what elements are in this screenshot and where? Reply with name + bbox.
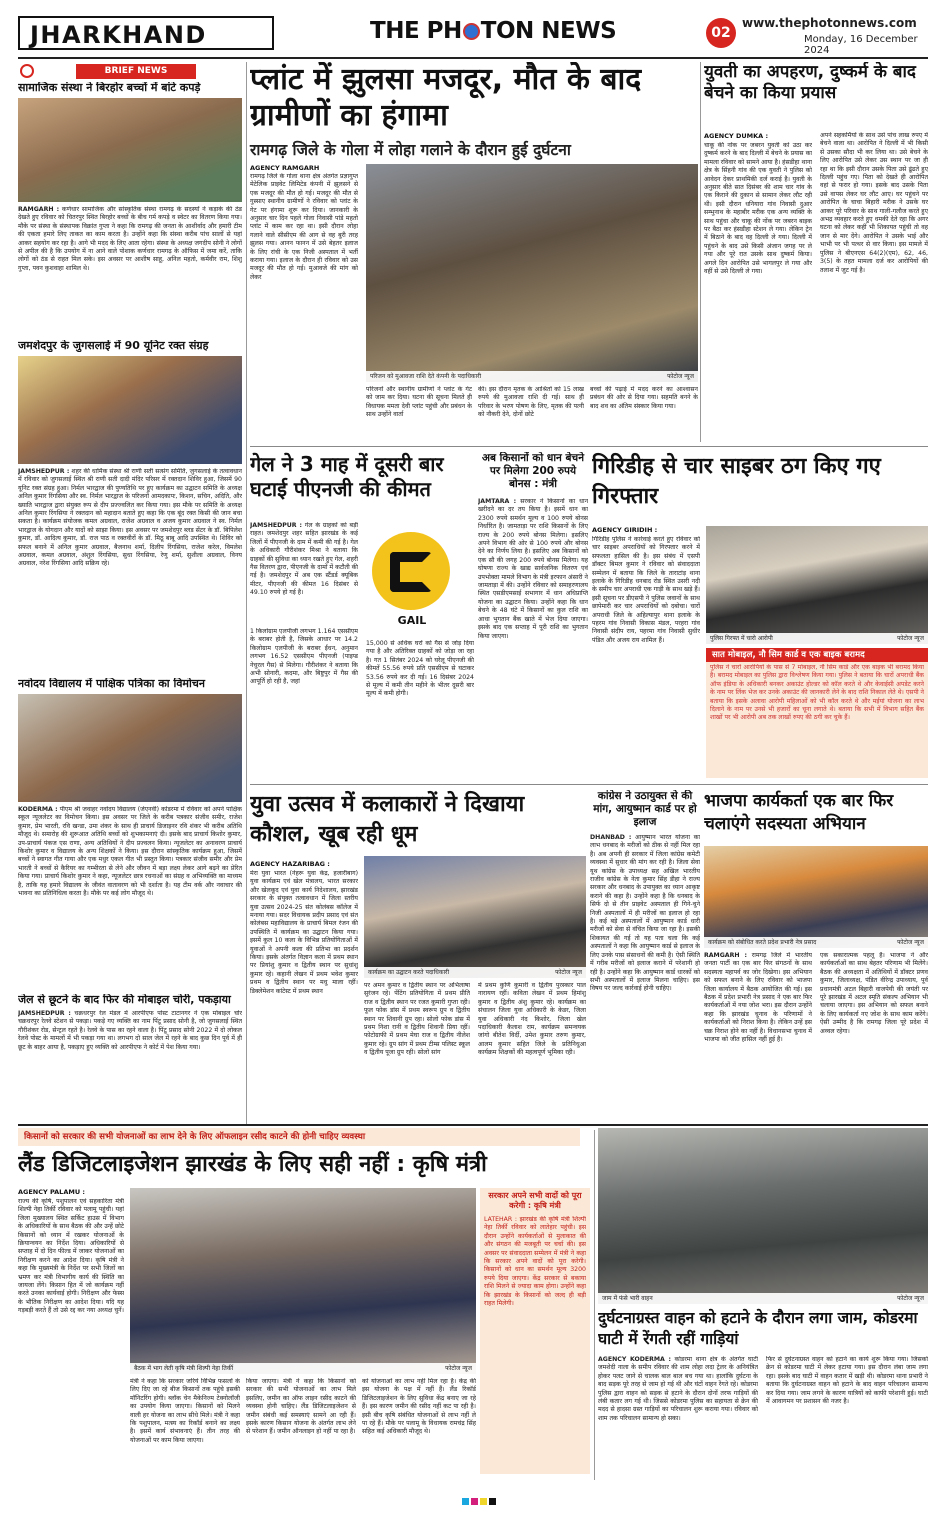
brief-news-icon [20, 64, 34, 78]
land-col3: किया जाएगा। मंत्री ने कहा कि किसानों को सरकार की सभी योजनाओं का लाभ मिले इसलिए, जमीन का ऑफ लाइन रसीद काटने की व्यवस्था होनी चाहिए। लैंड डिजिटलाइजेशन से जमीन संबंधी कई समस्याएं सामने आ रही हैं। इसके कारण किसान योजना के अंतर्गत लाभ लेने से परेशान हैं। जमीन ऑनलाइन हो नहीं पा रहा है। [246, 1378, 356, 1436]
giridih-box-head: सात मोबाइल, नौ सिम कार्ड व एक बाइक बरामद [706, 648, 928, 662]
congress-story [590, 790, 700, 1120]
bjp-col2: एक सकारात्मक पहलू है। भाजपा ने और कार्यकर्ताओं का साथ बेहतर परिणाम भी मिलेंगे। बैठक की अध्यक्षता में अतिथियों में डॉक्टर प्रणव कुमार, जिलाध्यक्ष, पंडित वीरेन्द्र उपाध्याय, पूर्व प्रधानमंत्री अटल बिहारी वाजपेयी की जयंती पर पूरे झारखंड में अटल स्मृति संकल्प अभियान भी चलाया जाएगा। इस अभियान को सफल बनाने के लिए कार्यकर्ता नए जोश के साथ काम करेंगे। ऐसी उम्मीद है कि रामगढ़ जिला पूरे प्रदेश में अव्वल रहेगा। [820, 952, 928, 1035]
land-photo: बैठक में भाग लेती कृषि मंत्री शिल्पी नेहा तिर्की फोटोज न्यूज [130, 1188, 476, 1374]
lead-headline: प्लांट में झुलसा मजदूर, मौत के बाद ग्रामीणों का हंगामा [250, 62, 642, 133]
land-agency: AGENCY PALAMU : [18, 1188, 85, 1196]
koderma-headline: दुर्घटनाग्रस्त वाहन को हटाने के दौरान लगा जाम, कोडरमा घाटी में रेंगती रहीं गाड़ियां [598, 1309, 918, 1348]
horizontal-rule-3 [18, 1124, 928, 1126]
giridih-agency: AGENCY GIRIDIH : [592, 526, 658, 534]
youth-col3: में प्रथम कुणि कुमारी व द्वितीय पुरस्कार पाल नारायण रहीं। कविता लेखन में प्रथम हिमांशु कुमार व द्वितीय अंशु कुमार रहे। कार्यक्रम का संचालन जिला युवा अधिकारी के केडर, जिला युवा अधिकारी नंद किशोर, जिला खेल पदाधिकारी कैलाश राम, कार्यक्रम समन्वयक जांगो बीतेश विर्दी, उमेश कुमार तरुण कुमार, आलम कुमार सहित जिले के प्रतिनिधुआ कार्यक्रम शिक्षकों की महत्वपूर्ण भूमिका रही। [478, 982, 586, 1057]
brief3-body: KODERMA : पीएम श्री जवाहर नवोदय विद्यालय (जेएनवी) कोडरमा में रविवार को अपने पाक्षिक स्कूल न्यूजलेटर का विमोचन किया। इस अवसर पर जिले के करीब पत्रकार संजीव समीर, राजेश कुमार, प्रेम भारती, रवि खन्डा, उमा शंकर के साथ ही प्राचार्य डिजाइनर रवि शंकर भी करीब अतिथि मौजूद थे। समारोह की शुरूआत अतिथि बच्चों को शुभकामनाएं दी। इसके बाद प्राचार्य किशोर कुमार, उप-प्राचार्य पंकज एस राणा, अन्य अतिथियों ने दीप प्रज्वलन किया। न्यूजलेटर का अनावरण प्राचार्य किशोर कुमार व विद्यालय के अन्य शिक्षकों ने किया। इस दौरान सांस्कृतिक कार्यक्रम हुआ, जिसमें बच्चों ने स्वागत गीत गाया और एक मधुर एकल गीत भी प्रस्तुत किया। पत्रकार संजीव समीर और प्रेम भारती ने बच्चों से कैरियर का गम्भीरता से लेने और जीवन में बड़ा लक्ष्य लेकर आगे बढ़ने का प्रेरित किया गया। प्राचार्य किशोर कुमार ने कहा, न्यूजलेटर छात्र रचनाओं का संग्रह व अभिव्यक्ति का माध्यम है, ताकि यह हमारे विद्यालय के जीवंत वातावरण को भी दर्शाता है। यह टीम वर्क और नवाचार की भावना का प्रतिनिधित्व करता है। मौके पर कई लोग मौजूद थे। [18, 806, 242, 898]
lead-photo: परिजन को मुआवजा राशि देते कंपनी के पदाधिकारी फोटोज न्यूज [366, 164, 698, 382]
gail-col3: 15,000 से अधिक घरों को गैस से जोड़ दिया गया है और अतिरिक्त ग्राहकों को जोड़ा जा रहा है। गत 1 सितंबर 2024 को घरेलू पीएनजी की कीमतें 55.56 रुपये प्रति एससीएम से घटाकर 53.56 रुपये कर दी गई। 16 दिसंबर 2024 से मूल्य में कमी तीन महीने के भीतर दूसरी बार मूल्य में कमी होगी। [366, 640, 474, 698]
youth-story [250, 790, 586, 1120]
brief1-body: RAMGARH : कर्णधार सामाजिक और सांस्कृतिक संस्था रामगढ़ के सदस्यों ने कड़ाके की ठंड देखते हुए रविवार को चितरपुर स्थित बिरहोर बच्चों के बीच गर्म कपड़े व स्वेटर का वितरण किया गया। मौके पर संस्था के संस्थापक विक्रांत गुप्ता ने कहा कि रामगढ़ की जनता के आशीर्वाद और हमारी टीम की एकता हमारे लिए ताकत का काम करता है। उन्होंने कहा कि संस्था करीब पांच सालों से यहां आकर सहयोग कर रहा है। आगे भी मदद के लिए आता रहेगा। संस्था के अध्यक्ष जगदीप सोनी ने लोगों से अपील की है कि उपयोग में ना आने वाले पोशाक कर्णधार रामगढ़ के ऑफिस में जमा करें, ताकि लोगों को ठंड से राहत मिल सके। इस अवसर पर आशीष साहू, अनिल महतो, कर्मवीर राम, शिशु गुप्ता, पवन कुशवाहा शामिल थे। [18, 206, 242, 272]
koderma-col1: AGENCY KODERMA : कोडरमा थाना क्षेत्र के अंतर्गत घाटी जमशेदी नाला के समीप रविवार की शाम लोहा लदा ट्रेलर के अनियंत्रित होकर पलट जाने से चालक बाल बाल बच गया था। हालांकि दुर्घटना के बाद सड़क पूरे तरह से जाम हो गई थी और घंटों वाहन रेंगते रहे। कोडरमा पुलिस द्वारा वाहन को सड़क से हटाने के दौरान दोनों तरफ गाड़ियों की लंबी कतार लग गई थी। जिससे कोडरमा पुलिस का सहायता से क्रेन की मदद से हादसा ग्रस्त गाड़ियों का परिचालन शुरू कराया गया। रविवार को शाम तक परिचालन सामान्य हो सका। [598, 1356, 758, 1422]
page-number: 02 [706, 18, 736, 48]
yellow-mark [480, 1498, 487, 1505]
gail-story [250, 452, 474, 782]
kidnap-headline: युवती का अपहरण, दुष्कर्म के बाद बेचने का किया प्रयास [704, 62, 916, 103]
cyan-mark [462, 1498, 469, 1505]
masthead [18, 14, 928, 58]
youth-photo: कार्यक्रम का उद्घाटन करते पदाधिकारी फोटोज न्यूज [364, 856, 586, 978]
masthead-rule [18, 57, 928, 59]
brief4-headline: जेल से छूटने के बाद फिर की मोबाइल चोरी, पकड़ाया [18, 994, 231, 1006]
horizontal-rule-1 [250, 446, 928, 447]
section-label: JHARKHAND [18, 16, 274, 50]
gail-logo: GAIL [364, 528, 462, 636]
giridih-story [592, 452, 928, 782]
black-mark [489, 1498, 496, 1505]
lead-col4: बच्चों की पढ़ाई में मदद करने का आश्वासन प्रबंधन की ओर से दिया गया। सहमति बनने के बाद शव का अंतिम संस्कार किया गया। [590, 386, 698, 410]
land-col4: को योजनाओं का लाभ नहीं मिल रहा है। केंद्र की इस योजना के पक्ष में नहीं हैं। लैंड रिकॉर्ड डिजिटलाइजेशन के लिए सुविधा केंद्र बनाए जा रहे हैं। इस कारण जमीन की रसीद नहीं कट पा रही है। इसी बीच कृषि संबंधित योजनाओं से लाभ नहीं ले पा रहे हैं। मौके पर पलामू के विधायक रामचंद्र सिंह सहित कई अधिकारी मौजूद थे। [362, 1378, 476, 1436]
paddy-body: JAMTARA : सरकार ने किसानों का धान खरीदने का दर तय किया है। इसमें धान का 2300 रुपये समर्थन मूल्य व 100 रुपये बोनस निर्धारित है। जामताड़ा पर राशि किसानों के लिए राज्य के 200 रुपये बोनस मिलेगा। इसलिए अपने विभाग की ओर से 100 रुपये और बोनस देने का निर्णय लिया है। इसलिए अब किसानों को एक सौ की जगह 200 रुपये बोनस मिलेगा। यह घोषणा राज्य के खाद्य सार्वजनिक वितरण एवं उपभोक्ता मामले विभाग के मंत्री इरफान अंसारी ने जामताड़ा में की। उन्होंने रविवार को समाहरणालय स्थित एसडीएमसाई सभागार में धान अधिप्राप्ति योजना का उद्घाटन किया। उन्होंने कहा कि धान बेचने के 48 घंटे में किसानों का कुल राशि का आधा भुगतान बैंक खाते में भेज दिया जाएगा। इसके बाद एक सप्ताह में पूरी राशि का भुगतान किया जाएगा। [478, 498, 588, 640]
brief2-body: JAMSHEDPUR : शहर की धार्मिक संस्था श्री राणी सती सत्संग समिति, जुगसलाई के तत्वावधान में रविवार को जुगसलाई स्थित श्री राणी सती दादी मंदिर परिसर में रक्तदान शिविर हुआ, जिसमें 90 यूनिट रक्त संग्रह हुआ। निर्मल भारद्वाज की पुण्यतिथि पर हुए कार्यक्रम का उद्घाटन समिति के अध्यक्ष अनिल कुमार रिंगसिया और स्व. निर्मल भारद्वाज के परिजनों आमदकापः, किशन, सचिन, अदिति, और ख्याति भारद्वाज द्वारा संयुक्त रूप से दीप प्रज्ज्वलित कर किया गया। इस मौके पर समिति के अध्यक्ष अनिल कुमार रिंगसिया ने रक्तदान को महादान बताते हुए कहा कि एक बूंद रक्त किसी की जान बचा सकता है। कार्यक्रम संयोजक कमल अग्रवाल, राजेश अग्रवाल व अजय कुमार अग्रवाल ने स्व. निर्मल भारद्वाज के योगदान और यादों को साझा किया। इस अवसर पर जमशेदपुर ब्लड सेंटर के डॉ. बिपिलेश कुमार, डॉ. आदित्य कुमार, डॉ. राज पाठ व रक्तवीरों के डॉ. मिठू बाबू आदि उपस्थित थे। शिविर को सफल बनाने में अनिल कुमार अग्रवाल, बैजनाथ शर्मा, दिलीप रिंगसिया, राजेश करेल, विमलेश अग्रवाल, कमल अग्रवाल, अंशुल रिंगसिया, सुधा रिंगसिया, रेणु शर्मा, सुशीला अग्रवाल, विनय अग्रवाल, नरेश रिंगसिया आदि सक्रिय रहे। [18, 468, 242, 568]
giridih-photo: पुलिस गिरफ्त में चारो आरोपी फोटोज न्यूज [706, 526, 928, 644]
website[interactable]: www.thephotonnews.com [742, 16, 917, 30]
land-kicker: किसानों को सरकार की सभी योजनाओं का लाभ देने के लिए ऑफलाइन रसीद काटने की होनी चाहिए व्यवस्था [18, 1128, 580, 1146]
land-col2: मंत्री ने कहा कि सरकार जरिये विभिन्न फसलों के लिए दिए जा रहे बीज किसानों तक पहुंचे इसकी मॉनिटरिंग होगी। ब्लॉक चेन मैकेनिज्म टेक्नोलॉजी का उपयोग किया जाएगा। किसानों को मिलने वाली हर योजना का लाभ सीधे मिले। मंत्री ने कहा कि पशुपालन, मत्स्य का रिकॉर्ड बनाने का लक्ष्य है। इसमें कार्य संभावनाएं हैं। तीन तरह की योजनाओं पर काम किया जाएगा। [130, 1378, 240, 1444]
land-box-body: LATEHAR : झारखंड की कृषि मंत्री शिल्पी नेहा तिर्की रविवार को लातेहार पहुंची। इस दौरान उन्होंने कार्यकर्ताओं से मुलाकात की और संगठन की मजबूती पर चर्चा की। इस अवसर पर संवाददाता सम्मेलन में मंत्री ने कहा कि सरकार अपने वादों को पूरा करेगी। किसानों को धान का समर्थन मूल्य 3200 रुपये दिया जाएगा। केंद्र सरकार से बकाया राशि मिलने से ज्यादा काम होगा। उन्होंने कहा कि झारखंड के किसानों को जल्द ही बड़ी राहत मिलेगी। [484, 1216, 586, 1308]
bjp-photo: कार्यक्रम को संबोधित करते प्रदेश प्रभारी नेत्र प्रसाद फोटोज न्यूज [704, 846, 928, 948]
giridih-headline: गिरिडीह से चार साइबर ठग किए गए गिरफ्तार [592, 454, 881, 509]
lead-subhead: रामगढ़ जिले के गोला में लोहा गलाने के दौरान हुई दुर्घटना [250, 141, 571, 159]
issue-date: Monday, 16 December 2024 [804, 34, 918, 56]
kidnap-col1: चाकू की नोंक पर जबरन युवती को उठा कर दुष्कर्म करने के बाद दिल्ली में बेचने के प्रयास का मामला रविवार को सामने आया है। हंसडीहा थाना क्षेत्र के सिंहनी गांव की एक युवती ने पुलिस को आवेदन देकर प्राथमिकी दर्ज कराई है। युवती के अनुसार बीते सात दिसंबर की शाम चार गांव के एक किराने की दुकान से सामान लेकर लौट रही थी। इसी दौरान धनियारा गांव निवासी दुआर सम्भुनाथ के महाबीर मरीक एक अन्य व्यक्ति के साथ पहुंचा और चाकू की नोंक पर जबरन बाइक पर बैठा कर हंसडीहा स्टेशन ले गया। लेकिन ट्रेन में बिठाने के बाद वह दिल्ली ले गया। दिल्ली में पहुंचने के बाद उसे किसी अंजान जगह पर ले गया और पूरे रात उसके साथ दुष्कर्म किया। अगले दिन आरोपित उसे भागलपुर ले गया और वहीं से उसे दिल्ली ले गया। [704, 142, 812, 276]
koderma-story [598, 1128, 928, 1478]
land-col1: राज्य की कृषि, पशुपालन एवं सहकारिता मंत्री शिल्पी नेहा तिर्की रविवार को पलामू पहुंची। यहां जिला मुख्यालय स्थित सर्किट हाउस में विभाग के अधिकारियों के साथ बैठक की और उन्हें छोटे किसानों को ध्यान में रखकर योजनाओं के क्रियान्वयन का निर्देश दिया। अधिकारियों से सप्ताह में दो दिन फील्ड में जाकर योजनाओं का निरीक्षण करने का आदेश दिया। कृषि मंत्री ने कहा कि मुख्यमंत्री के निर्देश पर सभी जिलों का भ्रमण कर मंत्री विभागीय कार्य की स्थिति का जायजा लेंगे। किसान हित में जो कार्यक्रम नहीं करते उनका कार्यवाई होगी। निरीक्षण और फेस्स के भौतिक निरीक्षण का आदेश दिया। यदि यह गड़बड़ी करते हैं तो उसे रद्द कर नया अध्यक्ष चुनें। [18, 1198, 124, 1315]
brief2-photo [18, 356, 242, 464]
column-divider-lead [700, 62, 701, 442]
column-divider-left [246, 62, 247, 1124]
brief2-headline: जमशेदपुर के जुगसलाई में 90 यूनिट रक्त संग्रह [18, 340, 209, 352]
brief4-body: JAMSHEDPUR : चक्रधरपुर रेल मंडल में आरपीएफ पोस्ट टाटानगर ने एक मोबाइल चोर चक्रधरपुर रेलवे स्टेशन से पकड़ा। पकड़े गए व्यक्ति का नाम पिंटू प्रसाद सोनी है, जो जुगसलाई स्थित गौरीशंकर रोड, सेन्ट्रल रहते है। रेलवे के पास का रहने वाला है। पिंटू प्रसाद सोनी 2022 में दो लोकल रेलवे पोस्ट के मामलों में भी पकड़ा गया था। लगभग दो साल जेल में रहने के बाद कुछ दिन पूर्व में ही छूट के बाहर आया है, पकड़ाए हुए व्यक्ति को आरपीएफ ने कोर्ट में पेश किया गया। [18, 1010, 242, 1051]
congress-headline: कांग्रेस ने उठायुक्त से की मांग, आयुष्मान कार्ड पर हो इलाज [593, 790, 697, 828]
koderma-col2: फिर से दुर्घटनाग्रस्त वाहन को हटाने का कार्य शुरू किया गया। जिसको क्रेन से कोडरमा घाटी में लेकर हटाया गया। इस दौरान लंबा जाम लगा रहा। इसके बाद घाटी में वाहन कतार में खड़ी थी। कोडरमा थाना प्रभारी ने बताया कि दुर्घटनाग्रस्त वाहन को हटाने के बाद वाहन परिचालन सामान्य कर दिया गया। जाम लगने के कारण यात्रियों को काफी परेशानी हुई। घाटी में आवागमन पर प्रशासन की नजर है। [766, 1356, 928, 1406]
paddy-headline: अब किसानों को धान बेचने पर मिलेगा 200 रुपये बोनस : मंत्री [481, 452, 585, 490]
land-headline: लैंड डिजिटलाइजेशन झारखंड के लिए सही नहीं : कृषि मंत्री [18, 1152, 487, 1177]
kidnap-agency: AGENCY DUMKA : [704, 132, 769, 140]
youth-headline: युवा उत्सव में कलाकारों ने दिखाया कौशल, खूब रही धूम [250, 792, 525, 847]
koderma-photo: जाम में फंसे भारी वाहन फोटोज न्यूज [598, 1128, 928, 1304]
gail-logo-g [390, 552, 432, 592]
bjp-col1: RAMGARH : रामगढ़ जिले में भारतीय जनता पार्टी का एक बार फिर संगठनों के साथ सदस्यता महापर्व का जोर दिखेगा। इस अभियान को सफल बनाने के लिए रविवार को भाजपा जिला कार्यालय में बैठक आयोजित की गई। इस बैठक में प्रदेश प्रभारी नेत्र प्रसाद ने एक बार फिर कार्यकर्ताओं में नया जोश भरा। इस दौरान उन्होंने कहा कि झारखंड चुनाव के परिणामों ने कार्यकर्ताओं को निराश किया है। लेकिन उन्हें इस चक्र निराश होने का नहीं है। विधानसभा चुनाव में भाजपा को जीत हासिल नहीं हुई है। [704, 952, 812, 1044]
brief3-headline: नवोदय विद्यालय में पाक्षिक पत्रिका का विमोचन [18, 678, 205, 690]
gail-col2: 1 किलोग्राम एलपीजी लगभग 1.164 एससीएम के बराबर होती है, जिसके आधार पर 14.2 किलोग्राम एलपीजी के बराबर ईंधन, अनुमान लगभग 16.52 एससीएम पीएनजी (पाइप्ड नेचुरल गैस) से मिलेगा। गौरीशंकर ने बताया कि अभी सोनारी, कदमा, और बिष्टुपुर में गैस की आपूर्ति हो रही है, जहां [250, 628, 358, 686]
column-divider-bottom [594, 1130, 595, 1480]
lead-col3: की। इस दौरान मृतक के आश्रितों को 15 लाख रुपये की मुआवजा राशि दी गई। साथ ही परिवार के भरण पोषण के लिए, मृतक की पत्नी को नौकरी देने, दोनों छोटे [478, 386, 584, 419]
giridih-box-body: पुलिस ने चारों आरोपियों के पास से 7 मोबाइल, नौ सिम कार्ड और एक बाइक भी बरामद किया है। बरामद मोबाइल का पुलिस द्वारा विश्लेषण किया गया। पुलिस ने बताया कि चारों अपराधी बैंक ऑफ इंडिया के अधिकारी बनकर अकाउंट होल्डर को कॉल करते थे और केवाईसी अपडेट करने के नाम पर लिंक भेज कर उनके अकाउंट की जानकारी लेने के बाद राशि निकाल लेते थे। एसपी ने बताया कि इसके अलावा आरोपी महिलाओं को भी कॉल करते थे और मईयां योजना का लाभ दिलाने के नाम पर उनसे भी हजारों का चूना लगाते थे। बताया कि सभी में विभाग सहित बैंक शाखों पर भी आरोपी अब तक लाखों रुपए की ठगी कर चुके हैं। [710, 664, 924, 722]
congress-body: DHANBAD : आयुष्मान भारत योजना का लाभ धनबाद के मरीजों को ठीक से नहीं मिल रहा है। अब अपनी ही सरकार में जिला कांग्रेस कमेटी व्यवस्था में सुधार की मांग कर रही है। जिला सेवा यूथ कांग्रेस के उपाध्यक्ष सह अखिल भारतीय राजीव कांग्रेस के नेता कुमार सिंह डीहा ने राज्य सरकार और धनबाद के उपायुक्त का ध्यान आकृष्ट कराने की कहा है। उन्होंने कहा है कि धनबाद के सिर्फ दो से तीन प्राइवेट अस्पताल ही गिने-चुने निजी अस्पतालों में ही मरीजों का इलाज हो रहा है। कई बड़े अस्पतालों में आयुष्मान कार्ड धारी मरीजों को सेवा से वंचित किया जा रहा है। इसकी शिकायत की गई तो यह पता चला कि कई अस्पतालों ने कहा कि आयुष्मान कार्ड से इलाज के लिए उनके पास संसाधनों की कमी है। ऐसी स्थिति में गरीब मरीजों को इलाज कराने में परेशानी हो रही है। उन्होंने कहा कि आयुष्मान कार्ड धारकों को सभी अस्पतालों में इलाज मिलना चाहिए। इस विषय पर जल्द कार्रवाई होनी चाहिए। [590, 834, 700, 993]
lead-col2: परिजनों और स्थानीय ग्रामीणों ने प्लांट के गेट को जाम कर दिया। घटना की सूचना मिलते ही विधायक ममता देवी प्लांट पहुंची और प्रबंधन के साथ उन्होंने वार्ता [366, 386, 472, 419]
bjp-story [704, 790, 928, 1120]
magenta-mark [471, 1498, 478, 1505]
print-color-marks [100, 1498, 860, 1508]
land-story [18, 1128, 590, 1478]
kidnap-col2: अपने सहकर्मियों के साथ उसे पांच लाख रुपए में बेचने वाला था। आरोपित ने दिल्ली में भी किसी से उसका सौदा भी कर लिया था। उसे बेचने के लिए आरोपित उसे लेकर उस स्थान पर जा ही रहा था कि इसी दौरान उसके पिता उसे ढूंढते हुए दिल्ली पहुंच गए। पिता को देखते ही आरोपित वहां से फरार हो गया। इसके बाद उसके पिता उसे वापस लेकर घर लौट आए। घर पहुंचने पर आरोपित के चाचा बिहारी मरीक ने उसके घर आकर पूरे परिवार के साथ गाली-गलौज करते हुए अभद्र व्यवहार करते हुए धमकी देते रहा कि अगर घटना को लेकर कहीं भी शिकायत पहुंची तो वह जान से मार देंगे। आरोपित ने उसके भाई और भाभी पर भी पत्थर से वार किया। इस मामले में पुलिस ने बीएनएस 64(2)(एम), 62, 46, 3(5) के तहत मामला दर्ज कर आरोपियों की तलाश में जुट गई है। [820, 132, 928, 274]
paddy-story [478, 452, 588, 782]
land-box-head: सरकार अपने सभी वादों को पूरा करेगी : कृषि मंत्री [488, 1191, 582, 1210]
youth-agency: AGENCY HAZARIBAG : [250, 860, 330, 868]
gail-headline: गेल ने 3 माह में दूसरी बार घटाई पीएनजी की कीमत [250, 452, 444, 501]
logo-globe-icon [463, 23, 480, 40]
youth-col2: पर अमन कुमार व द्वितीय स्थान पर अभिलाषा सुरंजन रहे। पेंटिंग प्रतियोगिता में प्रथम प्रीति राज व द्वितीय स्थान पर रजत कुमारी गुप्ता रही। फूल फोक डांस में प्रथम स्वरूप ग्रुप व द्वितीय स्थान पर शिवानी ग्रुप रहा। सोलो फोक डांस में प्रथम निशा रानी व द्वितीय शिवानी प्रिया रहीं। फोटोग्राफी में प्रथम मेघा राज व द्वितीय नीलेश कुमार रहे। ग्रुप सांग में प्रथम टीम्स पलिस्ट स्कूल व द्वितीय पूजा ग्रुप रही। सोलो सांग [364, 982, 470, 1057]
brief1-headline: सामाजिक संस्था ने बिरहोर बच्चों में बांटे कपड़े [18, 82, 201, 94]
brief-news-label: BRIEF NEWS [18, 64, 242, 79]
brief3-photo [18, 694, 242, 802]
brief-news-column [18, 60, 242, 1220]
giridih-body: गिरिडीह पुलिस ने कार्रवाई करते हुए रविवार को चार साइबर अपराधियों को गिरफ्तार करने में सफलता हासिल की है। इस संबंध में एसपी डॉक्टर बिमल कुमार ने रविवार को संवाददाता सम्मेलन में बताया कि जिले के ताराटांड़ थाना इलाके के गिरिडीह धनबाद रोड स्थित उसरी नदी के समीप चार अपराधी एक गाड़ी के साथ खड़े हैं। इसी सूचना पर डीएसपी ने पुलिस जवानों के साथ छापेमारी कर चार अपराधियों को दबोचा। चारों अपराधी जिले के अहिल्यापुर थाना इलाके के पहरम गांव निवासी विकास मंडल, परहरा गांव निवासी संदीप राय, पहरमा गांव निवासी सुधीर पंडित और अजय राय शामिल हैं। [592, 536, 700, 644]
bjp-headline: भाजपा कार्यकर्ता एक बार फिर चलाएंगे सदस्यता अभियान [704, 791, 894, 834]
kidnap-story [704, 62, 928, 452]
gail-col1: JAMSHEDPUR : गेल के ग्राहकों को बड़ी राहत। जमशेदपुर शहर सहित झारखंड के कई जिलों में पीएनजी के दाम में कमी की गई है। गेल के अधिकारी गौरीशंकर मिश्रा ने बताया कि ग्राहकों की सुविधा का ध्यान रखते हुए गेल, शहरी गैस वितरण द्वारा, पीएनजी के दामों में कटौती की गई है। जमशेदपुर में अब एक स्टैंडर्ड क्यूबिक मीटर, पीएनजी की कीमत 16 दिसंबर से 49.10 रुपये हो गई है। [250, 522, 358, 597]
lead-col1: रामगढ़ जिले के गोला थाना क्षेत्र अंतर्गत प्रज्ञागुप्त मेटेलिक प्राइवेट लिमिटेड कंपनी में झुलसने से एक मजदूर की मौत हो गई। मजदूर की मौत से गुस्साए स्थानीय ग्रामीणों ने रविवार को प्लांट के गेट पर हंगामा शुरू कर दिया। जानकारी के अनुसार चार दिन पहले गोला निवासी पांडे महतो प्लांट में काम कर रहा था। इसी दौरान लोहा गलाने वाले सीसीएम की आग से वह बुरी तरह झुलस गया। आनन फानन में उसे बेहतर इलाज के लिए रांची के एक निजी अस्पताल में भर्ती कराया गया। इलाज के दौरान ही रविवार को उस मजदूर की मौत हो गई। मुआवजे की मांग को लेकर [250, 173, 358, 281]
land-box [480, 1188, 590, 1474]
lead-story [250, 62, 698, 452]
lead-agency: AGENCY RAMGARH [250, 164, 320, 172]
brief1-photo [18, 98, 242, 202]
giridih-box [706, 648, 928, 778]
paper-logo: THE PH TON NEWS [370, 18, 617, 44]
horizontal-rule-2 [250, 784, 928, 785]
youth-col1: मेरा युवा भारत (नेहरू युवा केंद्र, हजारीबाग) युवा कार्यक्रम एवं खेल मंत्रालय, भारत सरकार और खेलकूद एवं युवा कार्य निदेशालय, झारखंड सरकार के संयुक्त तत्वावधान में जिला स्तरीय युवा उत्सव 2024-25 संत कोलंबस कॉलेज में मनाया गया। सदर विधायक प्रदीप प्रसाद एवं संत कोलंबस महाविद्यालय के प्राचार्य बिमल रंजन की उपस्थिति में कार्यक्रम का उद्घाटन किया गया। इसमें कुल 10 कला के विभिन्न प्रतियोगिताओं में युवाओं ने अपनी कला की प्रतिभा का प्रदर्शन किया। इसके अंतर्गत विज्ञान कला में प्रथम स्थान पर प्रियांशु कुमार व द्वितीय स्थान पर सुधांशु कुमार रहे। कहानी लेखन में प्रथम भवेश कुमार प्रथम व द्वितीय स्थान पर मधु माला रहीं। डिक्लेमेशन कांटेस्ट में प्रथम स्थान [250, 870, 358, 995]
